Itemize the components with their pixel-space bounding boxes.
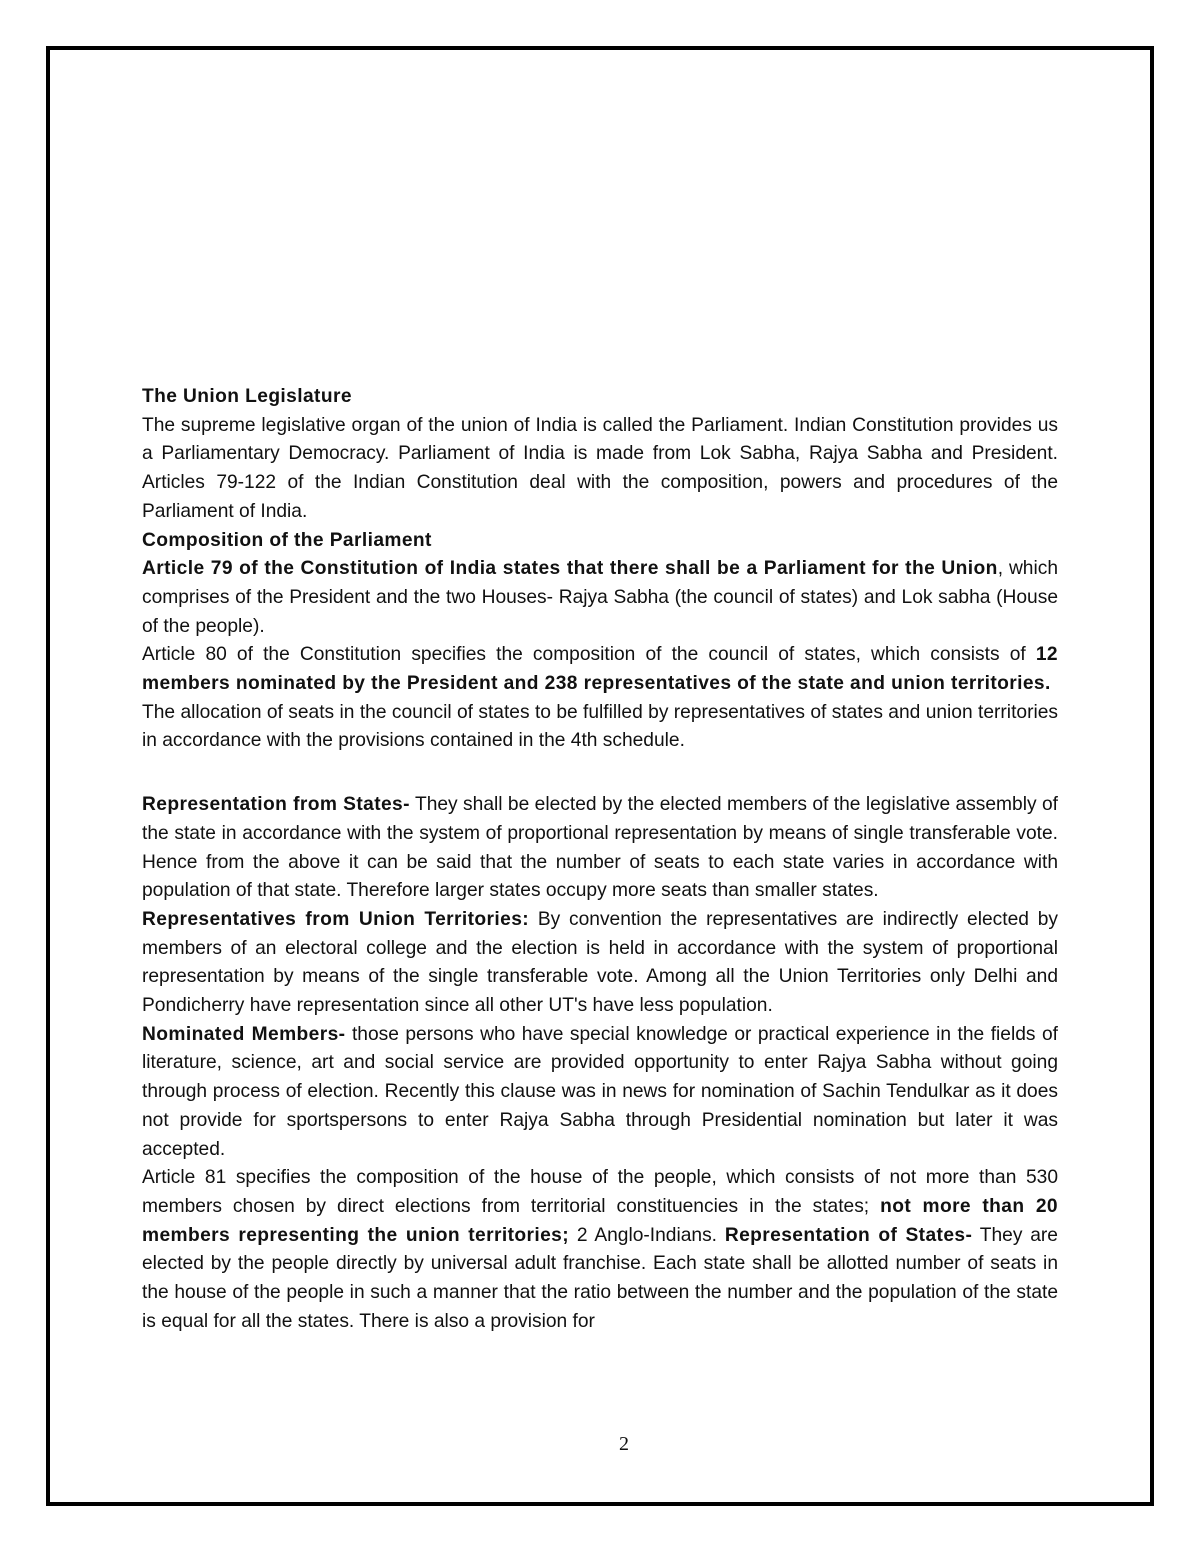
article81-text1: Article 81 specifies the composition of the house of the people, which consists of not more than 530 members chosen by direct elections from territorial constituencies in the states;: [142, 1167, 1058, 1217]
article79-bold: Article 79 of the Constitution of India states that there shall be a Parliament for the Union: [142, 558, 998, 580]
rep-states-bold: Representation from States-: [142, 794, 410, 816]
article80-text: Article 80 of the Constitution specifies the composition of the council of states, which consists of: [142, 644, 1036, 666]
article81-bold2: Representation of States-: [724, 1224, 973, 1246]
nominated-text: those persons who have special knowledge or practical experience in the fields of literature, science, art and social service are provided opportunity to enter Rajya Sabha without going through process of election. Recently this clause was in news for nomination of Sachin Tendulkar as it does not provide for sportspersons to enter Rajya Sabha through Presidential nomination but later it was accepted.: [142, 1023, 1058, 1160]
article80-bold: 12 members nominated by the President and 238 representatives of the state and union territories.: [142, 644, 1058, 695]
article81-bold1: not more than 20 members representing the union territories;: [142, 1195, 1058, 1246]
paragraph-gap: [142, 756, 1058, 791]
allocation-paragraph: The allocation of seats in the council of states to be fulfilled by representatives of states and union territories in accordance with the provisions contained in the 4th schedule.: [142, 701, 1058, 752]
nominated-bold: Nominated Members-: [142, 1023, 346, 1045]
composition-heading: Composition of the Parliament: [142, 529, 432, 551]
article80-paragraph: [142, 641, 1058, 698]
nominated-paragraph: [142, 1021, 1058, 1165]
article81-paragraph: [142, 1164, 1058, 1336]
page-number: 2: [619, 1433, 629, 1455]
article81-text3: They are elected by the people directly by universal adult franchise. Each state shall be allotted number of seats in the house of the people in such a manner that the ratio between the number and the population of the state is equal for all the states. There is also a provision for: [142, 1224, 1058, 1332]
article81-text2: 2 Anglo-Indians.: [569, 1224, 725, 1246]
document-body: [142, 383, 1058, 1337]
article79-paragraph: [142, 555, 1058, 641]
rep-ut-text: By convention the representatives are indirectly elected by members of an electoral college and the election is held in accordance with the system of proportional representation by means of the single transferable vote. Among all the Union Territories only Delhi and Pondicherry have representation since all other UT's have less population.: [142, 908, 1058, 1017]
section-heading: The Union Legislature: [142, 386, 352, 407]
rep-ut-paragraph: [142, 906, 1058, 1021]
rep-states-paragraph: [142, 791, 1058, 906]
intro-paragraph: The supreme legislative organ of the union of India is called the Parliament. Indian Constitution provides us a Parliamentary Democracy. Parliament of India is made from Lok Sabha, Rajya Sabha and President. Articles 79-122 of the Indian Constitution deal with the composition, powers and procedures of the Parliament of India.: [142, 414, 1058, 522]
rep-states-text: They shall be elected by the elected members of the legislative assembly of the state in accordance with the system of proportional representation by means of single transferable vote. Hence from the above it can be said that the number of seats to each state varies in accordance with population of that state. Therefore larger states occupy more seats than smaller states.: [142, 794, 1058, 902]
rep-ut-bold: Representatives from Union Territories:: [142, 908, 530, 930]
article79-text: , which comprises of the President and the two Houses- Rajya Sabha (the council of states) and Lok sabha (House of the people).: [142, 558, 1059, 637]
